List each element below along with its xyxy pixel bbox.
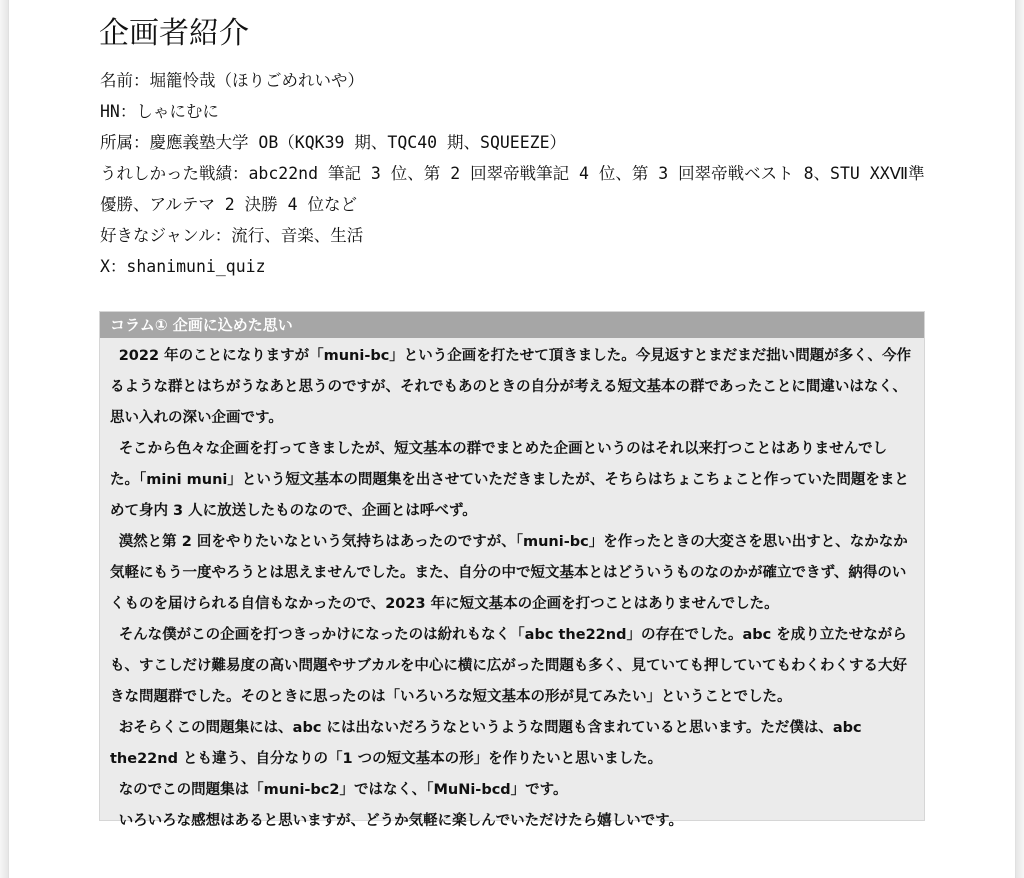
column-paragraph: そこから色々な企画を打ってきましたが、短文基本の群でまとめた企画というのはそれ以来打つことはありませんでした。「mini muni」という短文基本の問題集を出させていただきましたが、そちらはちょこちょこと作っていた問題をまとめて身内 3 人に放送したものなので、企画とは呼べず。 [110, 441, 909, 519]
profile-handle-name: HN：しゃにむに [100, 102, 219, 121]
column-paragraph: そんな僕がこの企画を打つきっかけになったのは紛れもなく「abc the22nd」の存在でした。abc を成り立たせながらも、すこしだけ難易度の高い問題やサブカルを中心に横に広がった問題も多く、見ていても押していてもわくわくする大好きな問題群でした。そのときに思ったのは「いろいろな短文基本の形が見てみたい」ということでした。 [110, 627, 908, 705]
profile-favorite-genres: 好きなジャンル：流行、音楽、生活 [100, 226, 364, 245]
page-edge-left [0, 0, 8, 878]
page-title: 企画者紹介 [99, 16, 249, 51]
column-box [99, 311, 925, 829]
profile-section [100, 65, 940, 282]
column-paragraph: いろいろな感想はあると思いますが、どうか気軽に楽しんでいただけたら嬉しいです。 [118, 813, 684, 829]
page-edge-right [1016, 0, 1024, 878]
profile-name: 名前：堀籠怜哉（ほりごめれいや） [100, 71, 364, 90]
profile-affiliation: 所属：慶應義塾大学 OB（KQK39 期、TQC40 期、SQUEEZE） [100, 133, 567, 152]
column-header: コラム① 企画に込めた思い [100, 312, 924, 338]
column-body [100, 338, 924, 837]
column-paragraph: おそらくこの問題集には、abc には出ないだろうなというような問題も含まれていると思います。ただ僕は、abc the22nd とも違う、自分なりの「1 つの短文基本の形」を作りたいと思いました。 [110, 720, 862, 767]
column-paragraph: 漠然と第 2 回をやりたいなという気持ちはあったのですが、「muni-bc」を作ったときの大変さを思い出すと、なかなか気軽にもう一度やろうとは思えませんでした。また、自分の中で短文基本とはどういうものなのかが確立できず、納得のいくものを届けられる自信もなかったので、2023 年に短文基本の企画を打つことはありませんでした。 [110, 534, 908, 612]
column-paragraph: なのでこの問題集は「muni-bc2」ではなく、「MuNi-bcd」です。 [118, 782, 568, 798]
profile-x-account: X：shanimuni_quiz [100, 257, 266, 276]
profile-results: うれしかった戦績：abc22nd 筆記 3 位、第 2 回翠帝戦筆記 4 位、第 3 回翠帝戦ベスト 8、STU XXⅦ準優勝、アルテマ 2 決勝 4 位など [100, 164, 925, 214]
column-paragraph: 2022 年のことになりますが「muni-bc」という企画を打たせて頂きました。今見返すとまだまだ拙い問題が多く、今作るような群とはちがうなあと思うのですが、それでもあのときの自分が考える短文基本の群であったことに間違いはなく、思い入れの深い企画です。 [110, 348, 912, 426]
